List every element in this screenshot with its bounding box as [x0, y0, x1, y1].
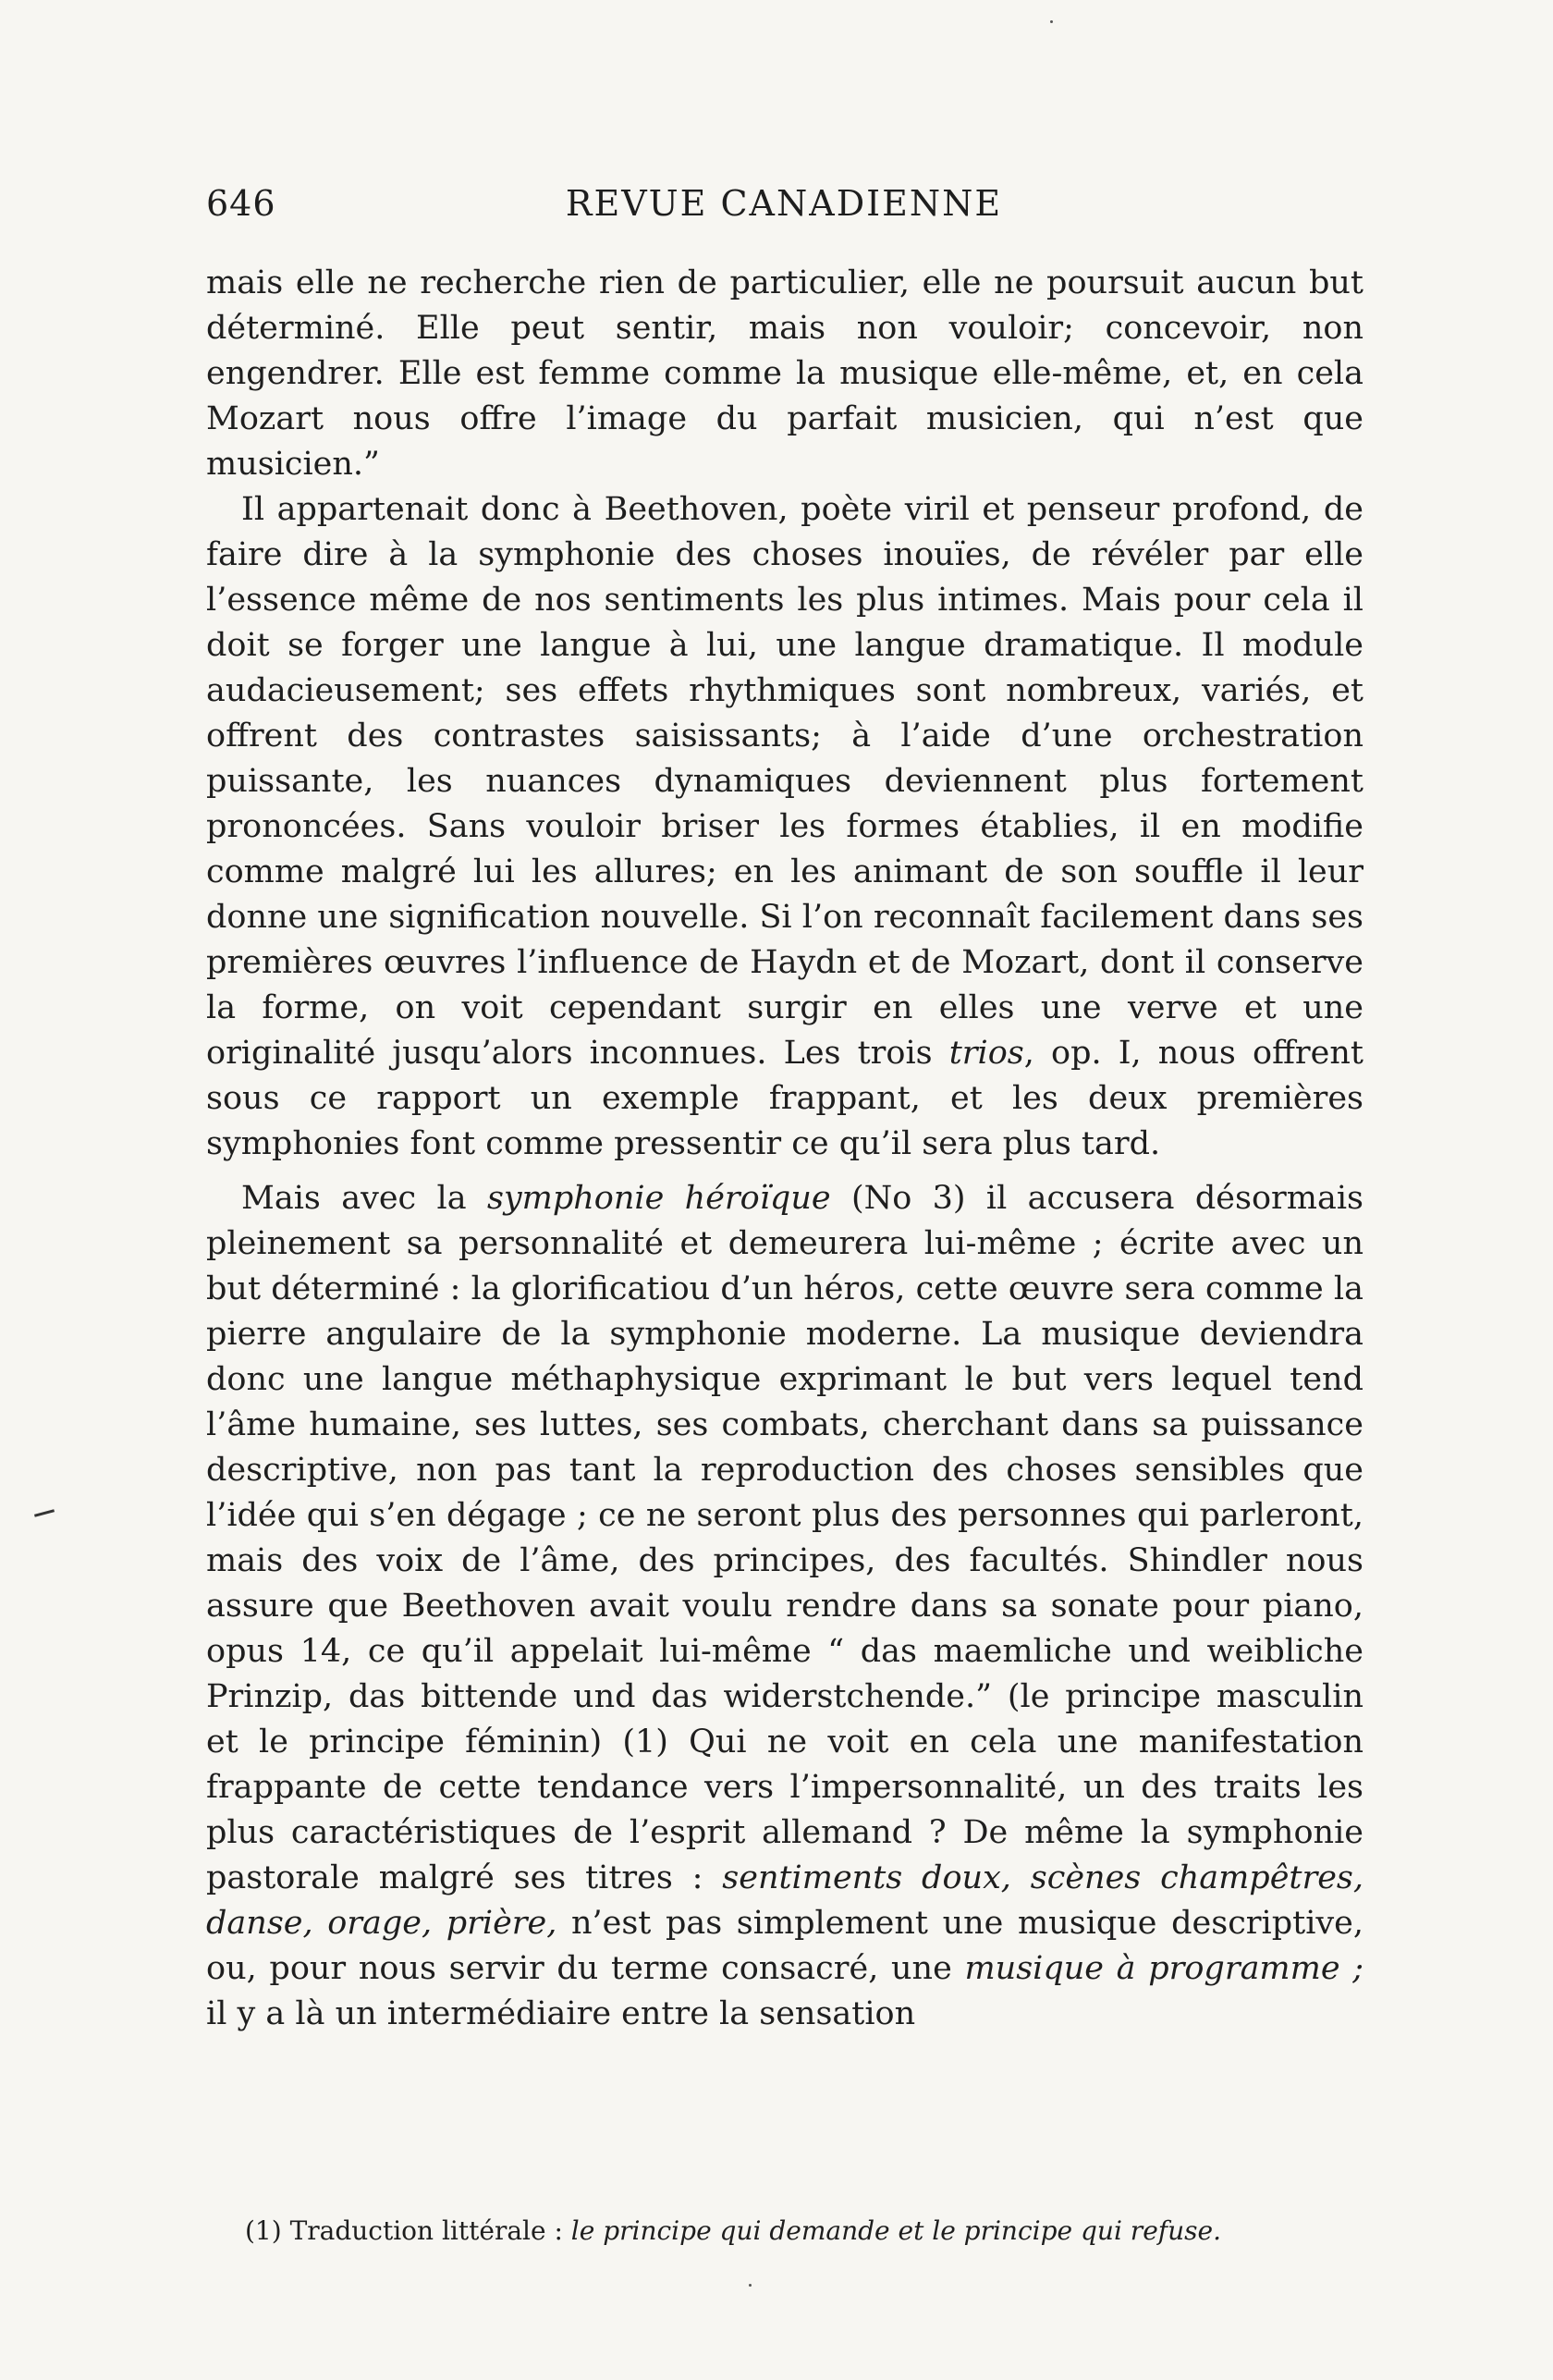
- speck-top: [1050, 20, 1053, 23]
- paragraph-2-italic: trios: [948, 1035, 1024, 1072]
- paragraph-3-italic-1: symphonie héroïque: [486, 1180, 831, 1217]
- paragraph-3-text-d: il y a là un intermédiaire entre la sensation: [206, 1995, 916, 2032]
- margin-mark: [34, 1509, 55, 1517]
- page-number: 646: [206, 183, 276, 224]
- paragraph-2: [206, 487, 1363, 1167]
- paragraph-3-text-c: n’est pas simplement une musique descriptive, ou, pour nous servir du terme consacré, une: [206, 1905, 1364, 1987]
- footnote: [245, 2214, 1354, 2248]
- paragraph-3-text-a: Mais avec la: [241, 1180, 487, 1217]
- paragraph-3-italic-2: sentiments doux, scènes champêtres, danse, orage, prière,: [206, 1859, 1363, 1942]
- paragraph-3-italic-3: musique à programme ;: [964, 1950, 1363, 1987]
- page-header: [206, 183, 1362, 239]
- speck-bottom: [749, 2284, 752, 2287]
- paragraph-1: mais elle ne recherche rien de particulier, elle ne poursuit aucun but déterminé. Elle peut sentir, mais non vouloir; concevoir, non engendrer. Elle est femme comme la musique elle-même, et, en cela Mozart nous offre l’image du parfait musicien, qui n’est que musicien.”: [206, 264, 1363, 483]
- footnote-label: (1) Traduction littérale :: [245, 2215, 571, 2246]
- running-title: REVUE CANADIENNE: [565, 183, 1003, 224]
- paragraph-2-text-b: , op. I, nous offrent sous ce rapport un exemple frappant, et les deux premières symphonies font comme pressentir ce qu’il sera plus tard.: [206, 1035, 1363, 1162]
- paragraph-3: [206, 1176, 1363, 2037]
- footnote-text: le principe qui demande et le principe qui refuse.: [570, 2215, 1221, 2246]
- paragraph-3-text-b: (No 3) il accusera désormais pleinement sa personnalité et demeurera lui-même ; écrite avec un but déterminé : la glorificatiou d’un héros, cette œuvre sera comme la pierre angulaire de la symphonie moderne. La musique deviendra donc une langue méthaphysique exprimant le but vers lequel tend l’âme humaine, ses luttes, ses combats, cherchant dans sa puissance descriptive, non pas tant la reproduction des choses sensibles que l’idée qui s’en dégage ; ce ne seront plus des personnes qui parleront, mais des voix de l’âme, des principes, des facultés. Shindler nous assure que Beethoven avait voulu rendre dans sa sonate pour piano, opus 14, ce qu’il appelait lui-même “ das maemliche und weibliche Prinzip, das bittende und das widerstchende.” (le principe masculin et le principe féminin) (1) Qui ne voit en cela une manifestation frappante de cette tendance vers l’impersonnalité, un des traits les plus caractéristiques de l’esprit allemand ? De même la symphonie pastorale malgré ses titres :: [206, 1180, 1363, 1896]
- paragraph-2-text-a: Il appartenait donc à Beethoven, poète viril et penseur profond, de faire dire à la symphonie des choses inouïes, de révéler par elle l’essence même de nos sentiments les plus intimes. Mais pour cela il doit se forger une langue à lui, une langue dramatique. Il module audacieusement; ses effets rhythmiques sont nombreux, variés, et offrent des contrastes saisissants; à l’aide d’une orchestration puissante, les nuances dynamiques deviennent plus fortement prononcées. Sans vouloir briser les formes établies, il en modifie comme malgré lui les allures; en les animant de son souffle il leur donne une signification nouvelle. Si l’on reconnaît facilement dans ses premières œuvres l’influence de Haydn et de Mozart, dont il conserve la forme, on voit cependant surgir en elles une verve et une originalité jusqu’alors inconnues. Les trois: [206, 491, 1363, 1072]
- body-text: [206, 261, 1363, 2037]
